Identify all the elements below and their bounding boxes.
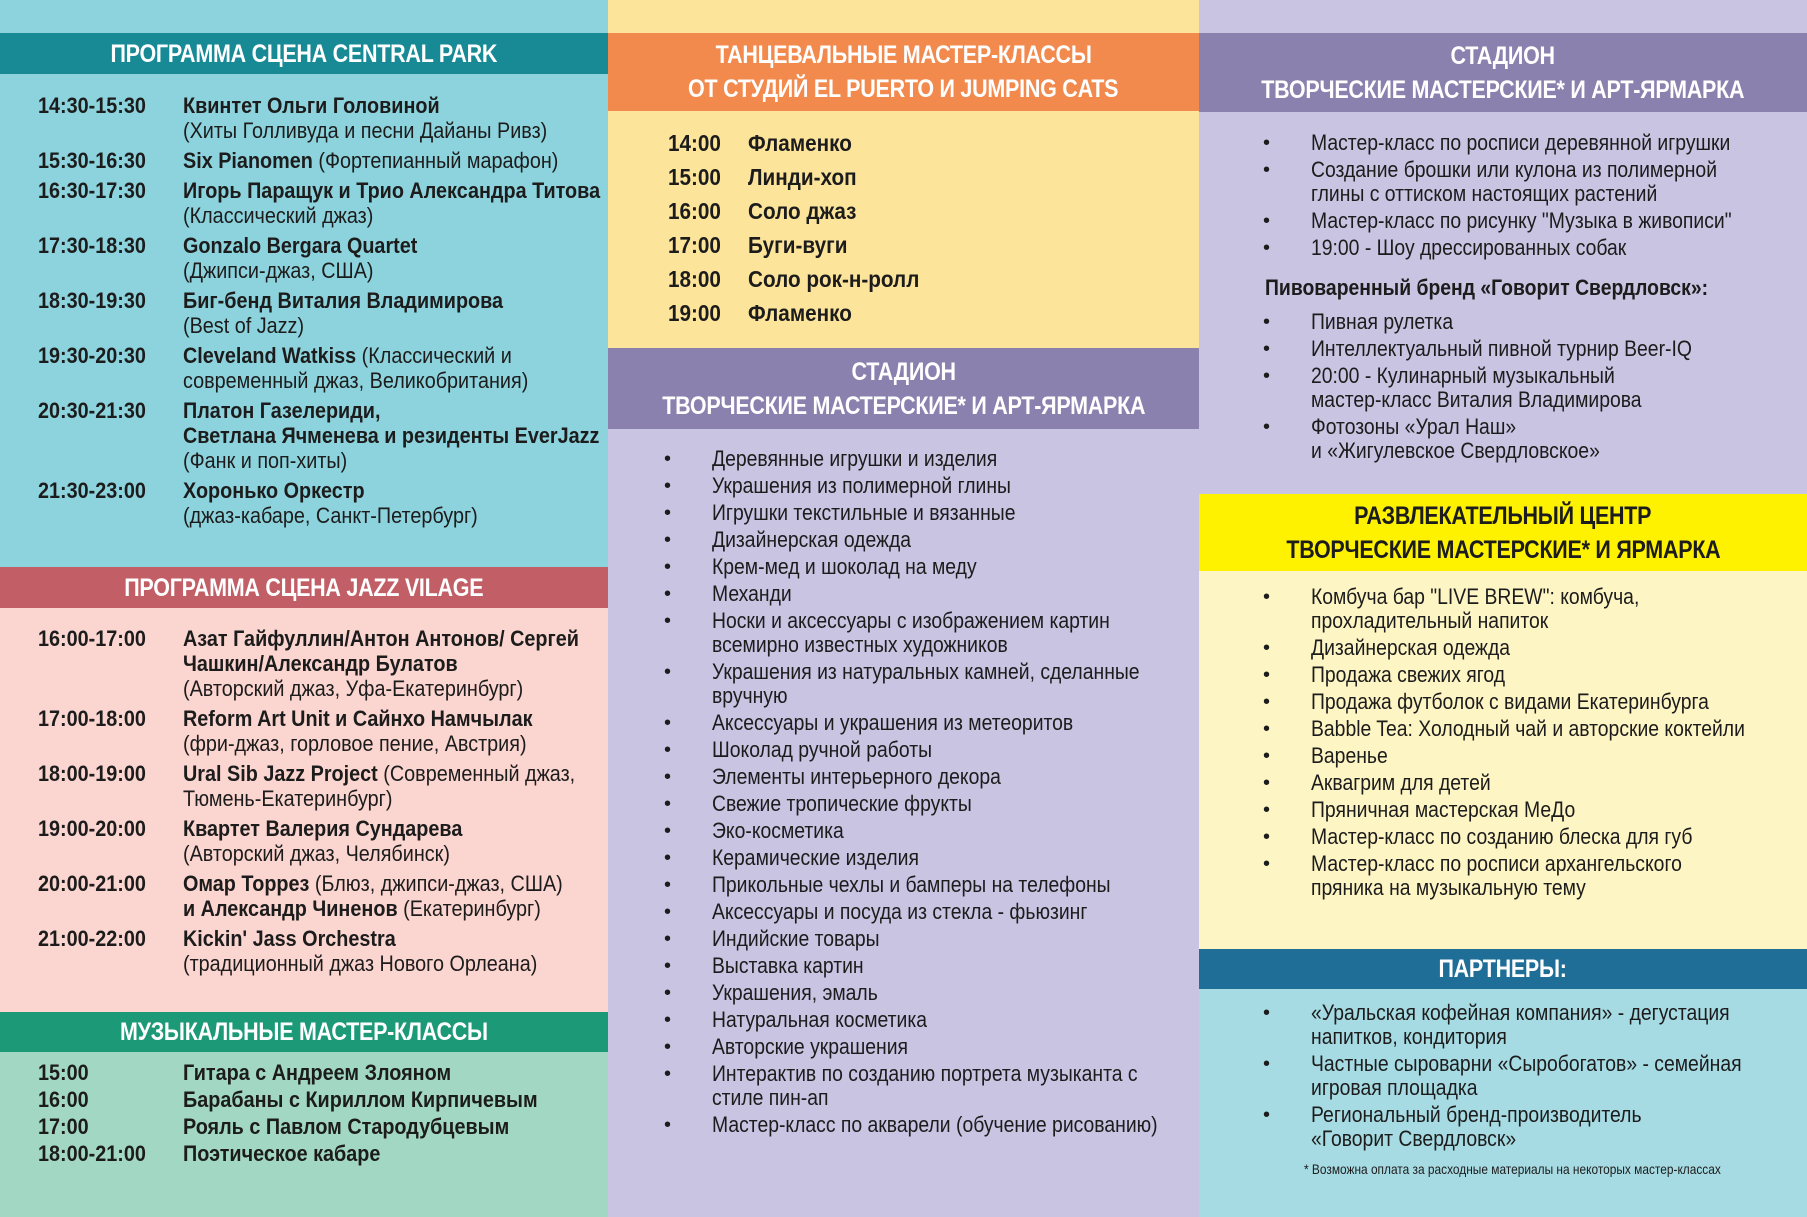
central-park-schedule bbox=[38, 93, 600, 533]
performer-name: Светлана Ячменева и резиденты EverJazz bbox=[183, 423, 600, 448]
schedule-time: 16:00-17:00 bbox=[38, 626, 146, 651]
list-item-text: • Украшения из полимерной глины bbox=[712, 473, 1011, 498]
list-item bbox=[664, 609, 1191, 657]
schedule-time: 16:30-17:30 bbox=[38, 178, 146, 203]
list-item bbox=[1263, 364, 1799, 412]
schedule-description bbox=[183, 1114, 600, 1139]
description-line bbox=[183, 1060, 558, 1085]
list-item-text: • Выставка картин bbox=[712, 953, 864, 978]
description-line bbox=[183, 786, 575, 811]
description-line bbox=[183, 1087, 558, 1112]
list-item bbox=[1263, 236, 1799, 260]
list-item-text: • Мастер-класс по росписи архангельского bbox=[1311, 851, 1682, 876]
description-line bbox=[183, 203, 600, 228]
performer-details: (Хиты Голливуда и песни Дайаны Ривз) bbox=[183, 118, 548, 143]
list-item bbox=[664, 1035, 1191, 1059]
schedule-row bbox=[668, 131, 1191, 156]
list-item bbox=[1263, 825, 1799, 849]
performer-details: (Джипси-джаз, США) bbox=[183, 258, 374, 283]
schedule-row bbox=[38, 398, 600, 473]
list-item-text: • Аквагрим для детей bbox=[1311, 770, 1491, 795]
schedule-row bbox=[38, 1114, 600, 1139]
schedule-description bbox=[748, 131, 1191, 156]
performer-details: (джаз-кабаре, Санкт-Петербург) bbox=[183, 503, 478, 528]
list-item-text: • Мастер-класс по акварели (обучение рисованию) bbox=[712, 1112, 1158, 1137]
description-line bbox=[748, 199, 1147, 224]
schedule-description bbox=[183, 1087, 600, 1112]
schedule-description bbox=[183, 288, 600, 338]
description-line bbox=[183, 731, 558, 756]
list-item-text: • Дизайнерская одежда bbox=[1311, 635, 1511, 660]
list-item-text: • Мастер-класс по росписи деревянной игрушки bbox=[1311, 130, 1731, 155]
stadium-fair-title-line-1: СТАДИОН bbox=[851, 357, 956, 386]
partners-list bbox=[1263, 1001, 1799, 1154]
description-line bbox=[183, 706, 558, 731]
list-item-text: • Babble Tea: Холодный чай и авторские коктейли bbox=[1311, 716, 1745, 741]
performer-name: Азат Гайфуллин/Антон Антонов/ Сергей bbox=[183, 626, 579, 651]
jazz-village-schedule bbox=[38, 626, 600, 981]
schedule-description bbox=[183, 1141, 600, 1166]
schedule-description bbox=[183, 706, 600, 756]
performer-name: Биг-бенд Виталия Владимирова bbox=[183, 288, 504, 313]
schedule-time: 14:30-15:30 bbox=[38, 93, 146, 118]
list-item bbox=[664, 1113, 1191, 1137]
schedule-description bbox=[183, 761, 608, 811]
description-line bbox=[183, 896, 563, 921]
list-item bbox=[1263, 1052, 1799, 1100]
performer-details: Тюмень-Екатеринбург) bbox=[183, 786, 393, 811]
description-line bbox=[183, 816, 558, 841]
list-item bbox=[664, 447, 1191, 471]
performer-details: (Современный джаз, bbox=[377, 761, 576, 786]
performer-name: Гитара с Андреем Злояном bbox=[183, 1060, 452, 1085]
description-line bbox=[748, 233, 1147, 258]
left-column bbox=[0, 0, 608, 1217]
description-line bbox=[748, 267, 1147, 292]
schedule-description bbox=[183, 626, 608, 701]
performer-details: (Фанк и поп-хиты) bbox=[183, 448, 348, 473]
stadium-workshops-header bbox=[1199, 33, 1807, 112]
dance-schedule bbox=[668, 131, 1191, 335]
description-line bbox=[183, 258, 558, 283]
schedule-time: 16:00 bbox=[668, 198, 721, 224]
list-item-text: глины с оттиском настоящих растений bbox=[1311, 181, 1658, 206]
list-item-text: • Натуральная косметика bbox=[712, 1007, 928, 1032]
list-item-text: • 19:00 - Шоу дрессированных собак bbox=[1311, 235, 1627, 260]
list-item-text: • Региональный бренд-производитель bbox=[1311, 1102, 1642, 1127]
list-item-text: стиле пин-ап bbox=[712, 1085, 829, 1110]
description-line bbox=[183, 398, 599, 423]
schedule-row bbox=[38, 926, 600, 976]
schedule-row bbox=[38, 871, 600, 921]
description-line bbox=[183, 288, 558, 313]
list-item-text: • Шоколад ручной работы bbox=[712, 737, 932, 762]
list-item bbox=[664, 765, 1191, 789]
schedule-description bbox=[183, 478, 600, 528]
performer-name: Буги-вуги bbox=[748, 232, 848, 258]
description-line bbox=[183, 368, 558, 393]
list-item-text: • Интеллектуальный пивной турнир Beer-IQ bbox=[1311, 336, 1692, 361]
list-item-text: • Аксессуары и посуда из стекла - фьюзинг bbox=[712, 899, 1088, 924]
performer-details: (Блюз, джипси-джаз, США) bbox=[309, 871, 563, 896]
description-line bbox=[748, 131, 1147, 156]
stadium-fair-title-line-2: ТВОРЧЕСКИЕ МАСТЕРСКИЕ* И АРТ-ЯРМАРКА bbox=[662, 391, 1145, 420]
description-line bbox=[183, 423, 599, 448]
list-item bbox=[1263, 337, 1799, 361]
performer-name: Фламенко bbox=[748, 300, 852, 326]
list-item-text: • Комбуча бар "LIVE BREW": комбуча, bbox=[1311, 584, 1640, 609]
list-item-text: • Продажа свежих ягод bbox=[1311, 662, 1506, 687]
performer-details: (Классический и bbox=[356, 343, 512, 368]
footnote: * Возможна оплата за расходные материалы на некоторых мастер-классах bbox=[1304, 1161, 1721, 1177]
list-item-text: напитков, кондитория bbox=[1311, 1024, 1507, 1049]
list-item-text: «Говорит Свердловск» bbox=[1311, 1126, 1517, 1151]
list-item-text: • Мастер-класс по созданию блеска для губ bbox=[1311, 824, 1693, 849]
list-item-text: • Индийские товары bbox=[712, 926, 880, 951]
stadium-workshops-panel bbox=[1199, 0, 1807, 494]
list-item-text: • Керамические изделия bbox=[712, 845, 919, 870]
performer-name: Барабаны с Кириллом Кирпичевым bbox=[183, 1087, 538, 1112]
music-classes-title: МУЗЫКАЛЬНЫЕ МАСТЕР-КЛАССЫ bbox=[120, 1018, 488, 1046]
list-item bbox=[1263, 1001, 1799, 1049]
schedule-row bbox=[38, 148, 600, 173]
performer-details: (традиционный джаз Нового Орлеана) bbox=[183, 951, 538, 976]
schedule-time: 19:00-20:00 bbox=[38, 816, 146, 841]
performer-details: (Фортепианный марафон) bbox=[312, 148, 559, 173]
list-item bbox=[664, 474, 1191, 498]
description-line bbox=[183, 93, 558, 118]
list-item bbox=[1263, 636, 1799, 660]
list-item bbox=[664, 660, 1191, 708]
stadium-fair-panel bbox=[608, 348, 1199, 1217]
dance-panel bbox=[608, 0, 1199, 348]
description-line bbox=[183, 233, 558, 258]
description-line bbox=[183, 871, 563, 896]
schedule-time: 20:30-21:30 bbox=[38, 398, 146, 423]
entertainment-header bbox=[1199, 494, 1807, 571]
schedule-description bbox=[183, 93, 600, 143]
performer-name: Фламенко bbox=[748, 130, 852, 156]
list-item-text: • Элементы интерьерного декора bbox=[712, 764, 1001, 789]
entertainment-list bbox=[1263, 585, 1799, 903]
performer-name: Six Pianomen bbox=[183, 148, 313, 173]
performer-name: Квинтет Ольги Головиной bbox=[183, 93, 440, 118]
list-item bbox=[1263, 744, 1799, 768]
stadium-workshops-title-line-1: СТАДИОН bbox=[1450, 41, 1556, 70]
entertainment-title-line-2: ТВОРЧЕСКИЕ МАСТЕРСКИЕ* И ЯРМАРКА bbox=[1285, 535, 1721, 564]
music-classes-panel bbox=[0, 1012, 608, 1217]
list-item-text: прохладительный напиток bbox=[1311, 608, 1549, 633]
schedule-description bbox=[183, 871, 605, 921]
schedule-time: 15:00 bbox=[668, 164, 721, 190]
list-item bbox=[664, 846, 1191, 870]
list-item bbox=[1263, 771, 1799, 795]
schedule-description bbox=[183, 816, 600, 866]
schedule-description bbox=[183, 398, 608, 473]
list-item-text: • Носки и аксессуары с изображением картин bbox=[712, 608, 1110, 633]
performer-details: (Авторский джаз, Уфа-Екатеринбург) bbox=[183, 676, 524, 701]
list-item bbox=[1263, 209, 1799, 233]
performer-name: Соло джаз bbox=[748, 198, 857, 224]
entertainment-panel bbox=[1199, 494, 1807, 949]
central-park-title: ПРОГРАММА СЦЕНА CENTRAL PARK bbox=[110, 39, 498, 68]
schedule-description bbox=[183, 178, 608, 228]
list-item-text: • Варенье bbox=[1311, 743, 1388, 768]
description-line bbox=[183, 1141, 558, 1166]
list-item bbox=[1263, 798, 1799, 822]
list-item-text: • Дизайнерская одежда bbox=[712, 527, 912, 552]
description-line bbox=[748, 301, 1147, 326]
description-line bbox=[183, 148, 558, 173]
schedule-time: 17:30-18:30 bbox=[38, 233, 146, 258]
list-item bbox=[664, 900, 1191, 924]
list-item bbox=[664, 873, 1191, 897]
description-line bbox=[183, 841, 558, 866]
schedule-time: 19:00 bbox=[668, 300, 721, 326]
jazz-village-panel bbox=[0, 567, 608, 1012]
schedule-row bbox=[38, 93, 600, 143]
list-item-text: • Продажа футболок с видами Екатеринбурга bbox=[1311, 689, 1709, 714]
stadium-fair-list bbox=[664, 447, 1191, 1140]
schedule-row bbox=[668, 199, 1191, 224]
stadium-fair-header bbox=[608, 348, 1199, 429]
schedule-time: 18:00-21:00 bbox=[38, 1141, 146, 1166]
schedule-description bbox=[748, 233, 1191, 258]
list-item bbox=[1263, 1103, 1799, 1151]
list-item bbox=[664, 981, 1191, 1005]
schedule-description bbox=[748, 199, 1191, 224]
schedule-row bbox=[38, 626, 600, 701]
central-park-header bbox=[0, 33, 608, 74]
performer-name: Омар Торрез bbox=[183, 871, 310, 896]
list-item bbox=[664, 501, 1191, 525]
schedule-time: 14:00 bbox=[668, 130, 721, 156]
music-classes-schedule bbox=[38, 1060, 600, 1168]
list-item-text: • Украшения из натуральных камней, сделанные bbox=[712, 659, 1140, 684]
description-line bbox=[183, 651, 579, 676]
middle-column bbox=[608, 0, 1199, 1217]
list-item-text: • Аксессуары и украшения из метеоритов bbox=[712, 710, 1074, 735]
performer-name: Линди-хоп bbox=[748, 164, 857, 190]
list-item-text: • Свежие тропические фрукты bbox=[712, 791, 972, 816]
list-item-text: • Интерактив по созданию портрета музыканта с bbox=[712, 1061, 1138, 1086]
description-line bbox=[183, 478, 558, 503]
description-line bbox=[183, 951, 558, 976]
description-line bbox=[183, 178, 600, 203]
schedule-description bbox=[748, 301, 1191, 326]
list-item bbox=[664, 738, 1191, 762]
performer-name: Kickin' Jass Orchestra bbox=[183, 926, 396, 951]
list-item-text: • Эко-косметика bbox=[712, 818, 844, 843]
list-item bbox=[1263, 415, 1799, 463]
schedule-description bbox=[183, 148, 600, 173]
list-item-text: • Прикольные чехлы и бамперы на телефоны bbox=[712, 872, 1111, 897]
list-item bbox=[1263, 131, 1799, 155]
description-line bbox=[183, 626, 579, 651]
schedule-time: 21:30-23:00 bbox=[38, 478, 146, 503]
list-item-text: • Пряничная мастерская МеДо bbox=[1311, 797, 1576, 822]
description-line bbox=[183, 676, 579, 701]
brand-heading: Пивоваренный бренд «Говорит Свердловск»: bbox=[1265, 275, 1709, 300]
schedule-time: 15:00 bbox=[38, 1060, 89, 1085]
list-item bbox=[1263, 690, 1799, 714]
list-item-text: • 20:00 - Кулинарный музыкальный bbox=[1311, 363, 1615, 388]
schedule-time: 17:00 bbox=[668, 232, 721, 258]
schedule-description bbox=[748, 165, 1191, 190]
list-item-text: • Деревянные игрушки и изделия bbox=[712, 446, 998, 471]
schedule-row bbox=[38, 1060, 600, 1085]
performer-name: Платон Газелериди, bbox=[183, 398, 381, 423]
list-item bbox=[664, 528, 1191, 552]
dance-header bbox=[608, 33, 1199, 111]
schedule-row bbox=[668, 165, 1191, 190]
schedule-row bbox=[38, 1087, 600, 1112]
music-classes-header bbox=[0, 1012, 608, 1052]
description-line bbox=[183, 448, 599, 473]
schedule-time: 18:00-19:00 bbox=[38, 761, 146, 786]
list-item bbox=[664, 582, 1191, 606]
schedule-description bbox=[183, 233, 600, 283]
schedule-description bbox=[183, 1060, 600, 1085]
performer-name: Ural Sib Jazz Project bbox=[183, 761, 378, 786]
performer-name: Рояль с Павлом Стародубцевым bbox=[183, 1114, 510, 1139]
performer-details: (Best of Jazz) bbox=[183, 313, 305, 338]
list-item-text: • Игрушки текстильные и вязанные bbox=[712, 500, 1016, 525]
performer-name: Чашкин/Александр Булатов bbox=[183, 651, 458, 676]
schedule-time: 15:30-16:30 bbox=[38, 148, 146, 173]
list-item bbox=[664, 1008, 1191, 1032]
list-item-text: всемирно известных художников bbox=[712, 632, 1008, 657]
performer-details: (Екатеринбург) bbox=[397, 896, 541, 921]
brand-list bbox=[1263, 310, 1799, 466]
list-item bbox=[664, 555, 1191, 579]
list-item bbox=[1263, 663, 1799, 687]
description-line bbox=[183, 313, 558, 338]
stadium-workshops-title-line-2: ТВОРЧЕСКИЕ МАСТЕРСКИЕ* И АРТ-ЯРМАРКА bbox=[1261, 75, 1745, 104]
performer-name: Квартет Валерия Сундарева bbox=[183, 816, 463, 841]
description-line bbox=[183, 118, 558, 143]
description-line bbox=[183, 761, 575, 786]
list-item bbox=[1263, 852, 1799, 900]
schedule-row bbox=[38, 343, 600, 393]
list-item bbox=[664, 711, 1191, 735]
list-item-text: вручную bbox=[712, 683, 788, 708]
description-line bbox=[183, 343, 558, 368]
schedule-row bbox=[668, 301, 1191, 326]
list-item bbox=[664, 954, 1191, 978]
list-item-text: • Фотозоны «Урал Наш» bbox=[1311, 414, 1517, 439]
list-item-text: • Частные сыроварни «Сыробогатов» - семейная bbox=[1311, 1051, 1742, 1076]
list-item-text: • Авторские украшения bbox=[712, 1034, 909, 1059]
schedule-time: 18:30-19:30 bbox=[38, 288, 146, 313]
right-column bbox=[1199, 0, 1807, 1217]
schedule-row bbox=[668, 267, 1191, 292]
list-item-text: • Крем-мед и шоколад на меду bbox=[712, 554, 977, 579]
performer-name: Соло рок-н-ролл bbox=[748, 266, 920, 292]
list-item-text: • Украшения, эмаль bbox=[712, 980, 878, 1005]
list-item-text: и «Жигулевское Свердловское» bbox=[1311, 438, 1600, 463]
schedule-description bbox=[183, 926, 600, 976]
performer-details: (Классический джаз) bbox=[183, 203, 374, 228]
schedule-row bbox=[38, 233, 600, 283]
schedule-row bbox=[38, 178, 600, 228]
list-item-text: • Создание брошки или кулона из полимерной bbox=[1311, 157, 1718, 182]
partners-panel bbox=[1199, 949, 1807, 1217]
schedule-row bbox=[38, 1141, 600, 1166]
list-item-text: • Пивная рулетка bbox=[1311, 309, 1454, 334]
partners-header bbox=[1199, 949, 1807, 989]
performer-name: Reform Art Unit и Сайнхо Намчылак bbox=[183, 706, 533, 731]
list-item-text: • Мастер-класс по рисунку "Музыка в живописи" bbox=[1311, 208, 1732, 233]
stadium-workshops-list bbox=[1263, 131, 1799, 263]
list-item bbox=[664, 819, 1191, 843]
description-line bbox=[183, 1114, 558, 1139]
list-item bbox=[664, 927, 1191, 951]
schedule-row bbox=[668, 233, 1191, 258]
list-item-text: пряника на музыкальную тему bbox=[1311, 875, 1586, 900]
description-line bbox=[183, 503, 558, 528]
performer-name: Поэтическое кабаре bbox=[183, 1141, 381, 1166]
schedule-description bbox=[748, 267, 1191, 292]
schedule-row bbox=[38, 761, 600, 811]
performer-name: Хоронько Оркестр bbox=[183, 478, 365, 503]
jazz-village-title: ПРОГРАММА СЦЕНА JAZZ VILAGE bbox=[124, 573, 484, 602]
schedule-time: 17:00-18:00 bbox=[38, 706, 146, 731]
schedule-row bbox=[38, 288, 600, 338]
schedule-row bbox=[38, 706, 600, 756]
schedule-time: 21:00-22:00 bbox=[38, 926, 146, 951]
schedule-time: 18:00 bbox=[668, 266, 721, 292]
central-park-panel bbox=[0, 0, 608, 567]
dance-title-line-2: ОТ СТУДИЙ EL PUERTO И JUMPING CATS bbox=[688, 75, 1119, 103]
performer-name: Gonzalo Bergara Quartet bbox=[183, 233, 418, 258]
performer-details: (фри-джаз, горловое пение, Австрия) bbox=[183, 731, 527, 756]
schedule-time: 16:00 bbox=[38, 1087, 89, 1112]
list-item-text: игровая площадка bbox=[1311, 1075, 1478, 1100]
performer-details: современный джаз, Великобритания) bbox=[183, 368, 529, 393]
description-line bbox=[748, 165, 1147, 190]
list-item bbox=[1263, 158, 1799, 206]
list-item bbox=[1263, 310, 1799, 334]
performer-name: Cleveland Watkiss bbox=[183, 343, 357, 368]
list-item-text: • Механди bbox=[712, 581, 792, 606]
performer-name: Игорь Паращук и Трио Александра Титова bbox=[183, 178, 601, 203]
schedule-time: 19:30-20:30 bbox=[38, 343, 146, 368]
schedule-description bbox=[183, 343, 600, 393]
list-item-text: мастер-класс Виталия Владимирова bbox=[1311, 387, 1642, 412]
description-line bbox=[183, 926, 558, 951]
schedule-time: 20:00-21:00 bbox=[38, 871, 146, 896]
schedule-row bbox=[38, 816, 600, 866]
schedule-row bbox=[38, 478, 600, 528]
jazz-village-header bbox=[0, 567, 608, 608]
dance-title-line-1: ТАНЦЕВАЛЬНЫЕ МАСТЕР-КЛАССЫ bbox=[715, 41, 1092, 69]
list-item bbox=[1263, 585, 1799, 633]
partners-title: ПАРТНЕРЫ: bbox=[1438, 955, 1568, 983]
schedule-time: 17:00 bbox=[38, 1114, 89, 1139]
performer-name: и Александр Чиненов bbox=[183, 896, 398, 921]
list-item-text: • «Уральская кофейная компания» - дегустация bbox=[1311, 1000, 1730, 1025]
entertainment-title-line-1: РАЗВЛЕКАТЕЛЬНЫЙ ЦЕНТР bbox=[1354, 501, 1652, 530]
list-item bbox=[664, 792, 1191, 816]
list-item bbox=[1263, 717, 1799, 741]
performer-details: (Авторский джаз, Челябинск) bbox=[183, 841, 450, 866]
list-item bbox=[664, 1062, 1191, 1110]
